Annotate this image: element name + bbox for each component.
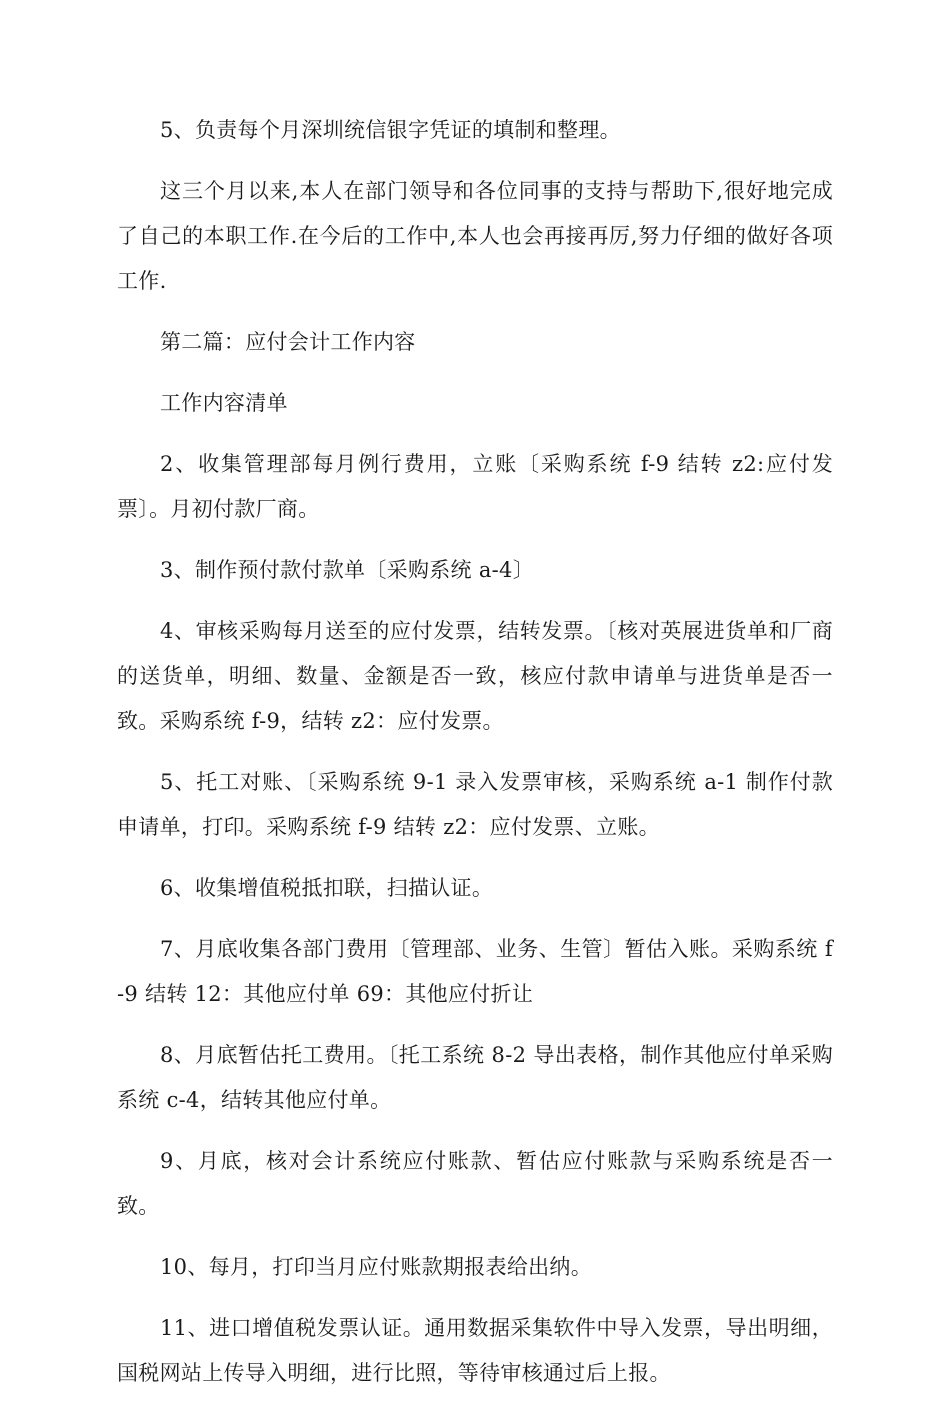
- document-page: [117, 108, 833, 1412]
- subsection-heading: 工作内容清单: [160, 391, 288, 415]
- list-item: 3、制作预付款付款单〔采购系统 a-4〕: [160, 558, 535, 582]
- list-item: 9、月底，核对会计系统应付账款、暂估应付账款与采购系统是否一致。: [117, 1149, 833, 1218]
- paragraph-summary: 这三个月以来,本人在部门领导和各位同事的支持与帮助下,很好地完成了自己的本职工作.在今后的工作中,本人也会再接再厉,努力仔细的做好各项工作.: [117, 179, 833, 293]
- section-heading: 第二篇：应付会计工作内容: [160, 330, 416, 354]
- list-item: 5、托工对账、〔采购系统 9-1 录入发票审核，采购系统 a-1 制作付款申请单，打印。采购系统 f-9 结转 z2：应付发票、立账。: [117, 770, 833, 839]
- list-item: 7、月底收集各部门费用〔管理部、业务、生管〕暂估入账。采购系统 f-9 结转 12：其他应付单 69：其他应付折让: [117, 937, 833, 1006]
- paragraph-item-5-voucher: 5、负责每个月深圳统信银字凭证的填制和整理。: [160, 118, 621, 142]
- list-item: 8、月底暂估托工费用。〔托工系统 8-2 导出表格，制作其他应付单采购系统 c-4，结转其他应付单。: [117, 1043, 833, 1112]
- list-item: 4、审核采购每月送至的应付发票，结转发票。〔核对英展进货单和厂商的送货单，明细、数量、金额是否一致，核应付款申请单与进货单是否一致。采购系统 f-9，结转 z2：应付发票。: [117, 619, 833, 733]
- list-item: 2、收集管理部每月例行费用，立账〔采购系统 f-9 结转 z2:应付发票〕。月初付款厂商。: [117, 452, 833, 521]
- list-item: 10、每月，打印当月应付账款期报表给出纳。: [160, 1255, 593, 1279]
- list-item: 6、收集增值税抵扣联，扫描认证。: [160, 876, 494, 900]
- list-item: 11、进口增值税发票认证。通用数据采集软件中导入发票，导出明细，国税网站上传导入明细，进行比照，等待审核通过后上报。: [117, 1316, 833, 1385]
